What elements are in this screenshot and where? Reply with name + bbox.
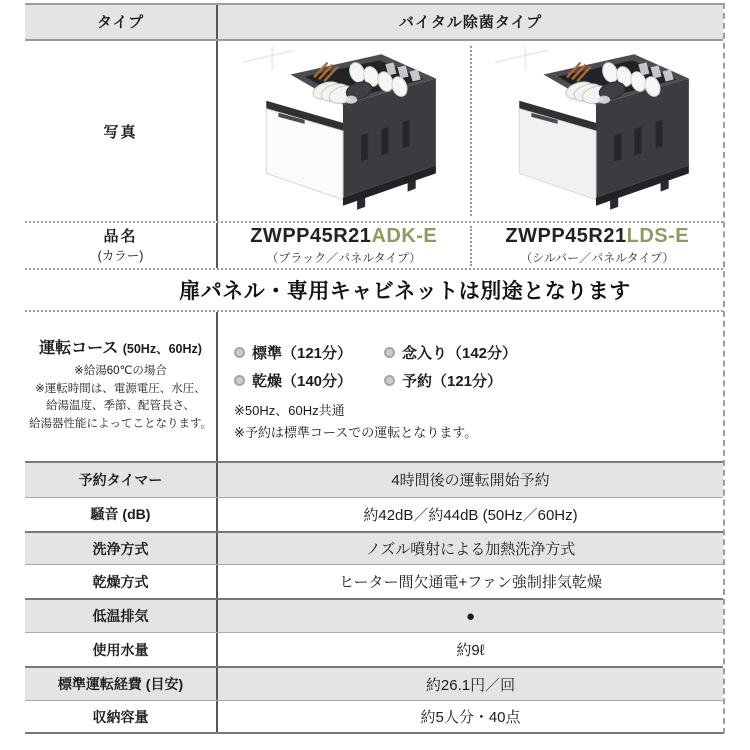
product-name-black — [218, 226, 470, 266]
product-code: ZWPP45R21ADK-E — [250, 224, 438, 247]
spec-label: 予約タイマー — [25, 463, 218, 497]
spec-label: 騒音 (dB) — [25, 498, 218, 531]
spec-row-drying — [25, 564, 723, 598]
bullet-icon — [234, 347, 245, 358]
spec-row-noise — [25, 497, 723, 531]
spec-label: 乾燥方式 — [25, 565, 218, 598]
product-name-silver — [470, 226, 724, 266]
spec-label: 低温排気 — [25, 600, 218, 632]
spec-label: 標準運転経費 (目安) — [25, 668, 218, 700]
course-item: 標準（121分） — [234, 342, 384, 363]
spec-value: ノズル噴射による加熱洗浄方式 — [365, 541, 576, 558]
product-code-suffix: ADK-E — [371, 224, 438, 247]
product-code: ZWPP45R21LDS-E — [505, 224, 690, 247]
product-color-note: （シルバー／パネルタイプ） — [520, 250, 675, 265]
header-row — [25, 5, 723, 41]
course-item: 乾燥（140分） — [234, 370, 384, 391]
spec-value: 約5人分・40点 — [420, 709, 521, 727]
product-photo-black — [218, 46, 470, 216]
notice-row — [25, 270, 723, 312]
course-label-freq: (50Hz、60Hz) — [122, 341, 202, 356]
spec-value: 約9ℓ — [456, 642, 485, 660]
product-photo-silver — [470, 46, 724, 216]
spec-value: ヒーター間欠通電+ファン強制排気乾燥 — [339, 574, 602, 592]
course-label-notes: ※給湯60℃の場合 ※運転時間は、電源電圧、水圧、 給湯温度、季節、配管長さ、 給湯器性能によってことなります。 — [28, 364, 213, 431]
bullet-icon — [384, 375, 395, 386]
spec-label: 収納容量 — [25, 701, 218, 732]
name-row-label: 品名 — [103, 227, 138, 245]
spec-row-timer — [25, 463, 723, 497]
header-type-label: タイプ — [25, 5, 218, 39]
spec-label: 洗浄方式 — [25, 533, 218, 565]
spec-row-low-temp-exhaust — [25, 598, 723, 632]
header-type-value: バイタル除菌タイプ — [398, 14, 543, 32]
spec-label: 使用水量 — [25, 633, 218, 666]
spec-value: 約26.1円／回 — [425, 676, 516, 694]
panel-notice: 扉パネル・専用キャビネットは別途となります — [179, 280, 631, 304]
name-row-label-color: (カラー) — [97, 248, 144, 263]
photo-row-label: 写真 — [103, 123, 138, 141]
spec-row-water-usage — [25, 632, 723, 666]
product-name-row — [25, 223, 723, 270]
spec-value: 約42dB／約44dB (50Hz／60Hz) — [363, 506, 578, 524]
course-item: 念入り（142分） — [384, 342, 723, 363]
course-item: 予約（121分） — [384, 370, 723, 391]
course-values — [218, 312, 723, 461]
product-code-suffix: LDS-E — [626, 224, 690, 247]
product-color-note: （ブラック／パネルタイプ） — [266, 250, 422, 265]
course-label: 運転コース (50Hz、60Hz) — [39, 339, 202, 357]
dishwasher-illustration — [491, 46, 703, 216]
spec-table — [25, 3, 725, 734]
bullet-icon — [234, 375, 245, 386]
spec-row-capacity — [25, 700, 723, 734]
spec-row-running-cost — [25, 666, 723, 700]
course-notes: ※50Hz、60Hz共通 ※予約は標準コースでの運転となります。 — [234, 403, 478, 441]
course-row — [25, 312, 723, 463]
spec-row-washing — [25, 531, 723, 565]
spec-value: 4時間後の運転開始予約 — [391, 472, 550, 490]
bullet-icon — [384, 347, 395, 358]
photo-row — [25, 41, 723, 223]
spec-value: ● — [465, 607, 476, 625]
dishwasher-illustration — [238, 46, 450, 216]
